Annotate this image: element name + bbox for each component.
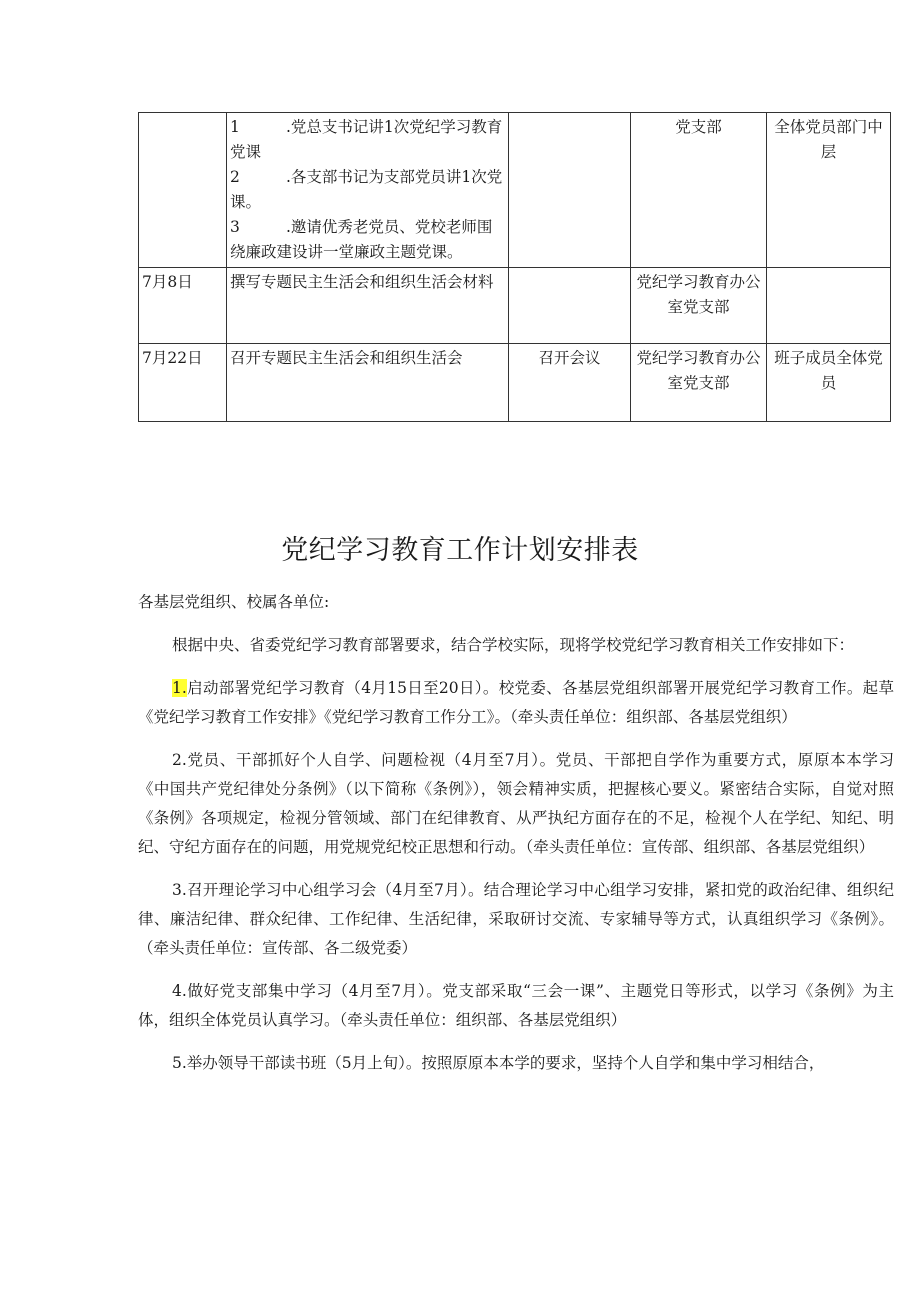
list-item (230, 215, 505, 265)
schedule-table (138, 112, 891, 422)
content-cell: 召开专题民主生活会和组织生活会 (227, 344, 509, 422)
item-number: 1 (230, 118, 240, 136)
form-cell (509, 268, 631, 344)
table-row (139, 113, 891, 268)
item-text: 启动部署党纪学习教育（4月15日至20日）。校党委、各基层党组织部署开展党纪学习教育工作。起草《党纪学习教育工作安排》《党纪学习教育工作分工》。（牵头责任单位：组织部、各基层党组织） (138, 679, 894, 726)
item-number: 3 (230, 218, 240, 236)
item-number: 2 (172, 751, 182, 769)
intro-paragraph: 根据中央、省委党纪学习教育部署要求，结合学校实际，现将学校党纪学习教育相关工作安排如下： (172, 636, 855, 654)
item-paragraph (138, 1049, 894, 1078)
item-number: 1. (172, 679, 187, 697)
table-row (139, 344, 891, 422)
lead-cell: 党纪学习教育办公室党支部 (631, 344, 767, 422)
form-cell: 召开会议 (509, 344, 631, 422)
item-paragraph (138, 876, 894, 963)
participants-cell: 班子成员全体党员 (767, 344, 891, 422)
item-number: 4 (172, 982, 182, 1000)
date-cell: 7月8日 (139, 268, 227, 344)
item-text: .党员、干部抓好个人自学、问题检视（4月至7月）。党员、干部把自学作为重要方式，原原本本学习《中国共产党纪律处分条例》（以下简称《条例》），领会精神实质，把握核心要义。紧密结合实际，自觉对照《条例》各项规定，检视分管领域、部门在纪律教育、从严执纪方面存在的不足，检视个人在学纪、知纪、明纪、守纪方面存在的问题，用党规党纪校正思想和行动。（牵头责任单位：宣传部、组织部、各基层党组织） (138, 751, 894, 856)
list-item (230, 165, 505, 215)
date-cell: 7月22日 (139, 344, 227, 422)
item-number: 3 (172, 881, 182, 899)
date-cell (139, 113, 227, 268)
item-text: .党总支书记讲1次党纪学习教育党课 (230, 118, 503, 161)
item-text: .召开理论学习中心组学习会（4月至7月）。结合理论学习中心组学习安排，紧扣党的政治纪律、组织纪律、廉洁纪律、群众纪律、工作纪律、生活纪律，采取研讨交流、专家辅导等方式，认真组织学习《条例》。（牵头责任单位：宣传部、各二级党委） (138, 881, 894, 957)
item-text: .各支部书记为支部党员讲1次党课。 (230, 168, 503, 211)
content-cell: 撰写专题民主生活会和组织生活会材料 (227, 268, 509, 344)
item-number: 5 (172, 1054, 182, 1072)
lead-cell: 党纪学习教育办公室党支部 (631, 268, 767, 344)
list-item (230, 115, 505, 165)
item-paragraph (138, 977, 894, 1035)
table-row (139, 268, 891, 344)
participants-cell (767, 268, 891, 344)
document-body (138, 588, 894, 1078)
lead-cell: 党支部 (631, 113, 767, 268)
item-paragraph (138, 746, 894, 862)
salutation: 各基层党组织、校属各单位: (138, 593, 330, 611)
content-cell (227, 113, 509, 268)
participants-cell: 全体党员部门中层 (767, 113, 891, 268)
form-cell (509, 113, 631, 268)
item-text: .做好党支部集中学习（4月至7月）。党支部采取“三会一课”、主题党日等形式，以学习《条例》为主体，组织全体党员认真学习。（牵头责任单位：组织部、各基层党组织） (138, 982, 894, 1029)
item-number: 2 (230, 168, 240, 186)
item-paragraph (138, 674, 894, 732)
item-text: .举办领导干部读书班（5月上旬）。按照原原本本学的要求，坚持个人自学和集中学习相结合， (181, 1054, 825, 1072)
document-title: 党纪学习教育工作计划安排表 (281, 535, 639, 566)
item-text: .邀请优秀老党员、党校老师围绕廉政建设讲一堂廉政主题党课。 (230, 218, 493, 261)
